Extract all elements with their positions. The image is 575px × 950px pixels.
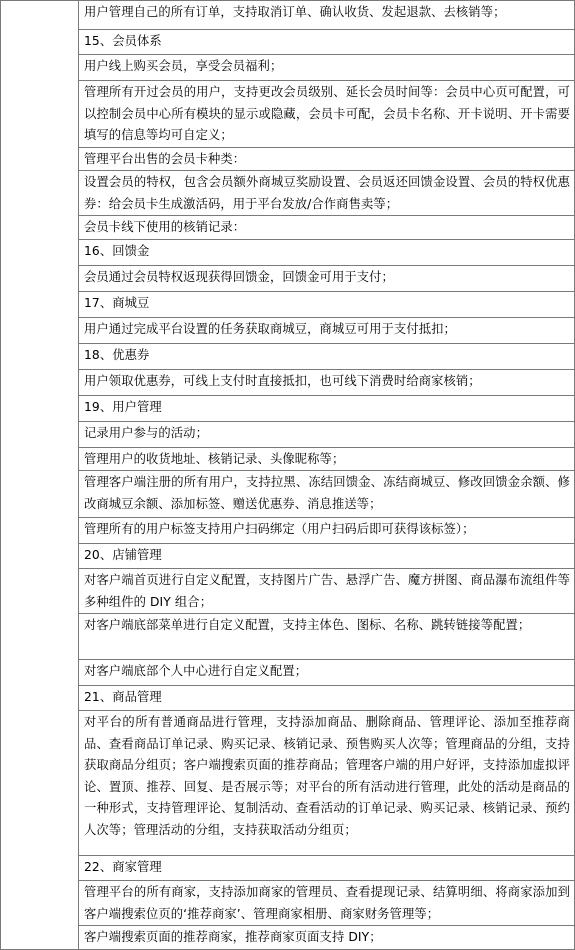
- section-heading-membership: 15、会员体系: [79, 30, 575, 55]
- table-row: 记录用户参与的活动；: [79, 421, 575, 447]
- table-row: 对客户端首页进行自定义配置，支持图片广告、悬浮广告、魔方拼图、商品瀑布流组件等多种组件的 DIY 组合；: [79, 569, 575, 614]
- left-category-column: [1, 1, 79, 950]
- table-row: 管理所有开过会员的用户，支持更改会员级别、延长会员时间等：会员中心页可配置，可以控制会员中心所有模块的显示或隐藏，会员卡可配，会员卡名称、开卡说明、开卡需要填写的信息等均可自定义；: [79, 81, 575, 148]
- section-heading-mall-beans: 17、商城豆: [79, 291, 575, 317]
- table-row: 用户领取优惠券，可线上支付时直接抵扣，也可线下消费时给商家核销；: [79, 369, 575, 395]
- table-row: 设置会员的特权，包含会员额外商城豆奖励设置、会员返还回馈金设置、会员的特权优惠券：给会员卡生成激活码，用于平台发放/合作商售卖等；: [79, 171, 575, 216]
- table-row: 会员通过会员特权返现获得回馈金，回馈金可用于支付；: [79, 265, 575, 291]
- table-row: 客户端搜索页面的推荐商家，推荐商家页面支持 DIY；: [79, 926, 575, 950]
- table-row: 管理平台的所有商家，支持添加商家的管理员、查看提现记录、结算明细、将商家添加到客户端搜索位页的‘推荐商家’、管理商家相册、商家财务管理等；: [79, 881, 575, 926]
- table-row: 管理平台出售的会员卡种类：: [79, 147, 575, 171]
- table-row: 管理所有的用户标签支持用户扫码绑定（用户扫码后即可获得该标签）；: [79, 518, 575, 544]
- table-row: 对平台的所有普通商品进行管理，支持添加商品、删除商品、管理评论、添加至推荐商品、查看商品订单记录、购买记录、核销记录、预售购买人次等；管理商品的分组，支持获取商品分组页；客户端搜索页面的推荐商品；管理客户端的用户好评，支持添加虚拟评论、置顶、推荐、回复、是否展示等；对平台的所有活动进行管理，此处的活动是商品的一种形式，支持管理评论、复制活动、查看活动的订单记录、购买记录、核销记录、预约人次等；管理活动的分组，支持获取活动分组页；: [79, 711, 575, 856]
- table-row: 用户线上购买会员，享受会员福利；: [79, 55, 575, 81]
- section-heading-merchant-management: 22、商家管理: [79, 856, 575, 881]
- table-row: 用户通过完成平台设置的任务获取商城豆，商城豆可用于支付抵扣；: [79, 317, 575, 343]
- section-heading-product-management: 21、商品管理: [79, 686, 575, 711]
- section-heading-rebate: 16、回馈金: [79, 239, 575, 265]
- section-heading-store-management: 20、店铺管理: [79, 544, 575, 569]
- table-row: 管理客户端注册的所有用户，支持拉黑、冻结回馈金、冻结商城豆、修改回馈金余额、修改商城豆余额、添加标签、赠送优惠券、消息推送等；: [79, 471, 575, 518]
- section-heading-coupons: 18、优惠券: [79, 343, 575, 369]
- table-row: 会员卡线下使用的核销记录：: [79, 216, 575, 240]
- table-row: 用户管理自己的所有订单，支持取消订单、确认收货、发起退款、去核销等；: [79, 1, 575, 30]
- table-row: 对客户端底部个人中心进行自定义配置；: [79, 660, 575, 686]
- table-row: 管理用户的收货地址、核销记录、头像昵称等；: [79, 447, 575, 471]
- table-row: 对客户端底部菜单进行自定义配置，支持主体色、图标、名称、跳转链接等配置；: [79, 614, 575, 660]
- section-heading-user-management: 19、用户管理: [79, 395, 575, 421]
